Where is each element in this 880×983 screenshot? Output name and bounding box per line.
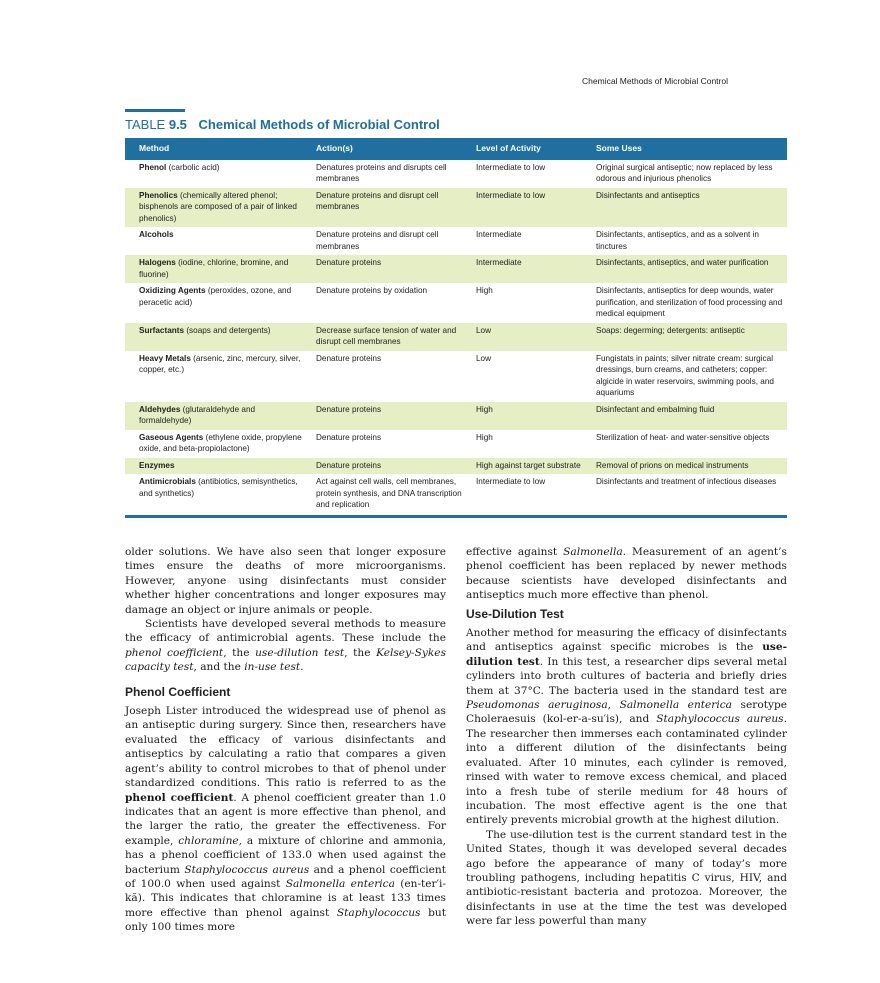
italic-text: in-use test bbox=[244, 661, 301, 674]
text-run: serotype Choleraesuis (kol-er-a-su′is), and bbox=[466, 699, 787, 726]
text-run: , the bbox=[344, 646, 377, 659]
cell-action: Denature proteins and disrupt cell membranes bbox=[316, 230, 439, 251]
cell-level: Intermediate to low bbox=[476, 162, 546, 172]
cell-level: High bbox=[476, 432, 493, 442]
table-caption bbox=[125, 117, 787, 132]
method-name: Antimicrobials bbox=[139, 477, 196, 486]
cell-action: Denature proteins bbox=[312, 402, 472, 430]
cell-level: High against target substrate bbox=[472, 458, 592, 475]
table-row bbox=[125, 283, 787, 323]
method-name: Enzymes bbox=[139, 460, 175, 470]
cell-action: Denature proteins bbox=[312, 458, 472, 475]
text-run: . bbox=[300, 661, 304, 674]
right-column bbox=[466, 545, 787, 929]
cell-uses: Original surgical antiseptic; now replaced by less odorous and injurious phenolics bbox=[596, 162, 773, 183]
cell-uses: Disinfectants, antiseptics for deep wounds, water purification, and sterilization of food processing and medical equipment bbox=[596, 286, 783, 318]
running-head: Chemical Methods of Microbial Control bbox=[582, 76, 728, 86]
cell-action: Denature proteins bbox=[316, 432, 382, 442]
header-uses: Some Uses bbox=[592, 138, 787, 160]
cell-level: High bbox=[476, 286, 493, 295]
cell-level: High bbox=[472, 402, 592, 430]
method-name: Gaseous Agents bbox=[139, 432, 204, 442]
method-detail: (carbolic acid) bbox=[166, 162, 220, 172]
right-paragraph-3: The use-dilution test is the current standard test in the United States, though it was developed several decades ago before the appearance of many of today’s more troubling pathogens, including hepatitis C virus, HIV, and antibiotic-resistant bacteria and protozoa. Moreover, the disinfectants in use at the time the test was developed were far less powerful than many bbox=[466, 828, 787, 928]
table-row bbox=[125, 351, 787, 402]
table-block bbox=[125, 109, 787, 518]
cell-method bbox=[125, 188, 312, 228]
table-header-row bbox=[125, 138, 787, 160]
cell-action: Denature proteins bbox=[312, 255, 472, 283]
method-name: Phenolics bbox=[139, 190, 178, 200]
table-row bbox=[125, 474, 787, 514]
italic-text: phenol coefficient bbox=[125, 646, 224, 659]
cell-action: Denature proteins bbox=[316, 353, 382, 363]
table-number: 9.5 bbox=[168, 117, 187, 132]
method-detail: (glutaraldehyde and formaldehyde) bbox=[139, 404, 256, 425]
cell-level: Intermediate bbox=[472, 255, 592, 283]
method-name: Aldehydes bbox=[139, 404, 181, 414]
cell-uses: Sterilization of heat- and water-sensitive objects bbox=[596, 432, 770, 442]
cell-action: Denature proteins and disrupt cell membranes bbox=[312, 188, 472, 228]
text-run: , and the bbox=[193, 661, 245, 674]
cell-level: Low bbox=[476, 353, 492, 363]
cell-action: Act against cell walls, cell membranes, protein synthesis, and DNA transcription and replication bbox=[316, 477, 462, 509]
cell-level: Low bbox=[472, 323, 592, 351]
italic-text: Salmonella enterica bbox=[619, 699, 733, 712]
cell-uses: Disinfectants, antiseptics, and water purification bbox=[592, 255, 787, 283]
cell-method bbox=[125, 402, 312, 430]
italic-text: chloramine, bbox=[178, 834, 243, 847]
table-bottom-rule bbox=[125, 515, 787, 518]
table-row bbox=[125, 402, 787, 430]
method-name: Phenol bbox=[139, 162, 167, 172]
cell-uses: Disinfectants and antiseptics bbox=[592, 188, 787, 228]
italic-text: Salmonella. bbox=[563, 546, 627, 558]
header-actions: Action(s) bbox=[312, 138, 472, 160]
method-name: Oxidizing Agents bbox=[139, 286, 206, 295]
section-heading-use-dilution-test: Use-Dilution Test bbox=[466, 606, 564, 621]
italic-text: Staphylococcus aureus bbox=[656, 713, 784, 726]
cell-action: Denatures proteins and disrupts cell membranes bbox=[316, 162, 447, 183]
left-paragraph-1: older solutions. We have also seen that longer exposure times ensure the deaths of more microorganisms. However, anyone using disinfectants must consider whether higher concentrations and longer exposures may damage an object or injure animals or people. bbox=[125, 546, 446, 616]
left-paragraph-3 bbox=[125, 704, 446, 935]
text-run: . The researcher then immerses each contaminated cylinder into a different dilution of the disinfectants being evaluated. After 10 minutes, each cylinder is removed, rinsed with water to remove excess chemical, and placed into a fresh tube of sterile medium for 48 hours of incubation. The most effective agent is the one that entirely prevents microbial growth at the highest dilution. bbox=[466, 713, 787, 827]
table-row bbox=[125, 188, 787, 228]
text-run: Scientists have developed several methods to measure the efficacy of antimicrobial agents. These include the bbox=[125, 618, 446, 645]
italic-text: Kelsey-Sykes capacity test bbox=[125, 646, 447, 674]
cell-uses: Disinfectants and treatment of infectious diseases bbox=[596, 477, 777, 486]
italic-text: use-dilution test bbox=[255, 646, 345, 659]
cell-level: Intermediate to low bbox=[472, 188, 592, 228]
text-run: a mixture of chlorine and ammonia, has a phenol coefficient of 133.0 when used against the bacterium bbox=[125, 834, 447, 876]
cell-level: Intermediate to low bbox=[476, 477, 546, 486]
text-run: and a phenol coefficient of 100.0 when used against bbox=[125, 863, 446, 890]
text-run: Measurement of an agent’s phenol coefficient has been replaced by newer methods because scientists have developed disinfectants and antiseptics much more effective than phenol. bbox=[466, 546, 787, 602]
cell-method bbox=[125, 351, 312, 402]
table-row bbox=[125, 227, 787, 255]
cell-method bbox=[125, 283, 312, 323]
text-run: , bbox=[607, 699, 620, 712]
cell-uses: Removal of prions on medical instruments bbox=[592, 458, 787, 475]
text-run: . In this test, a researcher dips several metal cylinders into broth cultures of bacteria and briefly dries them at 37°C. The bacteria used in the standard test are bbox=[466, 655, 787, 697]
table-row bbox=[125, 323, 787, 351]
left-column bbox=[125, 545, 446, 935]
caption-rule bbox=[125, 109, 185, 112]
cell-level: Intermediate bbox=[476, 230, 522, 239]
method-name: Alcohols bbox=[139, 230, 174, 239]
method-detail: (arsenic, zinc, mercury, silver, copper, etc.) bbox=[139, 353, 301, 374]
italic-text: Staphylococcus aureus bbox=[184, 863, 310, 876]
bold-term: use-dilution test bbox=[466, 641, 787, 668]
right-paragraph-2 bbox=[466, 626, 787, 828]
method-detail: (peroxides, ozone, and peracetic acid) bbox=[139, 286, 292, 307]
cell-method bbox=[125, 458, 312, 475]
header-method: Method bbox=[125, 138, 312, 160]
section-heading-phenol-coefficient: Phenol Coefficient bbox=[125, 684, 231, 699]
method-name: Heavy Metals bbox=[139, 353, 191, 363]
cell-uses: Disinfectant and embalming fluid bbox=[592, 402, 787, 430]
method-detail: (antibiotics, semisynthetics, and synthetics) bbox=[139, 477, 298, 498]
method-name: Halogens bbox=[139, 258, 176, 267]
table-body bbox=[125, 160, 787, 514]
cell-method bbox=[125, 430, 312, 458]
table-label: TABLE bbox=[125, 117, 166, 132]
method-detail: (ethylene oxide, propylene oxide, and beta-propiolactone) bbox=[139, 432, 302, 453]
cell-action: Denature proteins by oxidation bbox=[316, 286, 428, 295]
cell-method bbox=[125, 227, 312, 255]
table-row bbox=[125, 430, 787, 458]
cell-uses: Disinfectants, antiseptics, and as a solvent in tinctures bbox=[596, 230, 759, 251]
header-level: Level of Activity bbox=[472, 138, 592, 160]
table-row bbox=[125, 255, 787, 283]
italic-text: Pseudomonas aeruginosa bbox=[466, 699, 608, 712]
cell-uses: Soaps: degerming; detergents: antiseptic bbox=[592, 323, 787, 351]
method-detail: (chemically altered phenol; bisphenols are composed of a pair of linked phenolics) bbox=[139, 190, 297, 223]
method-name: Surfactants bbox=[139, 325, 185, 335]
method-detail: (soaps and detergents) bbox=[184, 325, 271, 335]
text-run: Another method for measuring the efficacy of disinfectants and antiseptics against specific microbes is the bbox=[466, 627, 787, 654]
text-run: but only 100 times more bbox=[125, 906, 446, 934]
text-run: effective against bbox=[466, 546, 564, 558]
left-paragraph-2 bbox=[125, 617, 446, 675]
cell-action: Decrease surface tension of water and disrupt cell membranes bbox=[312, 323, 472, 351]
text-run: . A phenol coefficient greater than 1.0 indicates that an agent is more effective than phenol, and the larger the ratio, the greater the effectiveness. For example, bbox=[125, 791, 446, 847]
text-run: Joseph Lister introduced the widespread use of phenol as an antiseptic during surgery. Since then, researchers have evaluated the efficacy of various disinfectants and antiseptics by calculating a ratio that compares a given agent’s ability to control microbes to that of phenol under standardized conditions. This ratio is referred to as the bbox=[125, 705, 446, 790]
bold-term: phenol coefficient bbox=[125, 791, 234, 804]
cell-method bbox=[125, 323, 312, 351]
table-title: Chemical Methods of Microbial Control bbox=[198, 117, 440, 132]
italic-text: Salmonella enterica bbox=[285, 877, 395, 890]
cell-method bbox=[125, 255, 312, 283]
table-row bbox=[125, 160, 787, 188]
text-run: , the bbox=[223, 646, 256, 659]
methods-table bbox=[125, 138, 787, 514]
cell-method bbox=[125, 160, 312, 188]
text-run: (en-ter′i-kă). This indicates that chloramine is at least 133 times more effective than phenol against bbox=[125, 877, 446, 919]
method-detail: (iodine, chlorine, bromine, and fluorine) bbox=[139, 258, 289, 279]
table-row bbox=[125, 458, 787, 475]
italic-text: Staphylococcus bbox=[336, 906, 421, 919]
right-paragraph-1 bbox=[466, 545, 787, 603]
cell-uses: Fungistats in paints; silver nitrate cream: surgical dressings, burn creams, and catheters; copper: algicide in water reservoirs, swimming pools, and aquariums bbox=[596, 353, 774, 397]
cell-method bbox=[125, 474, 312, 514]
